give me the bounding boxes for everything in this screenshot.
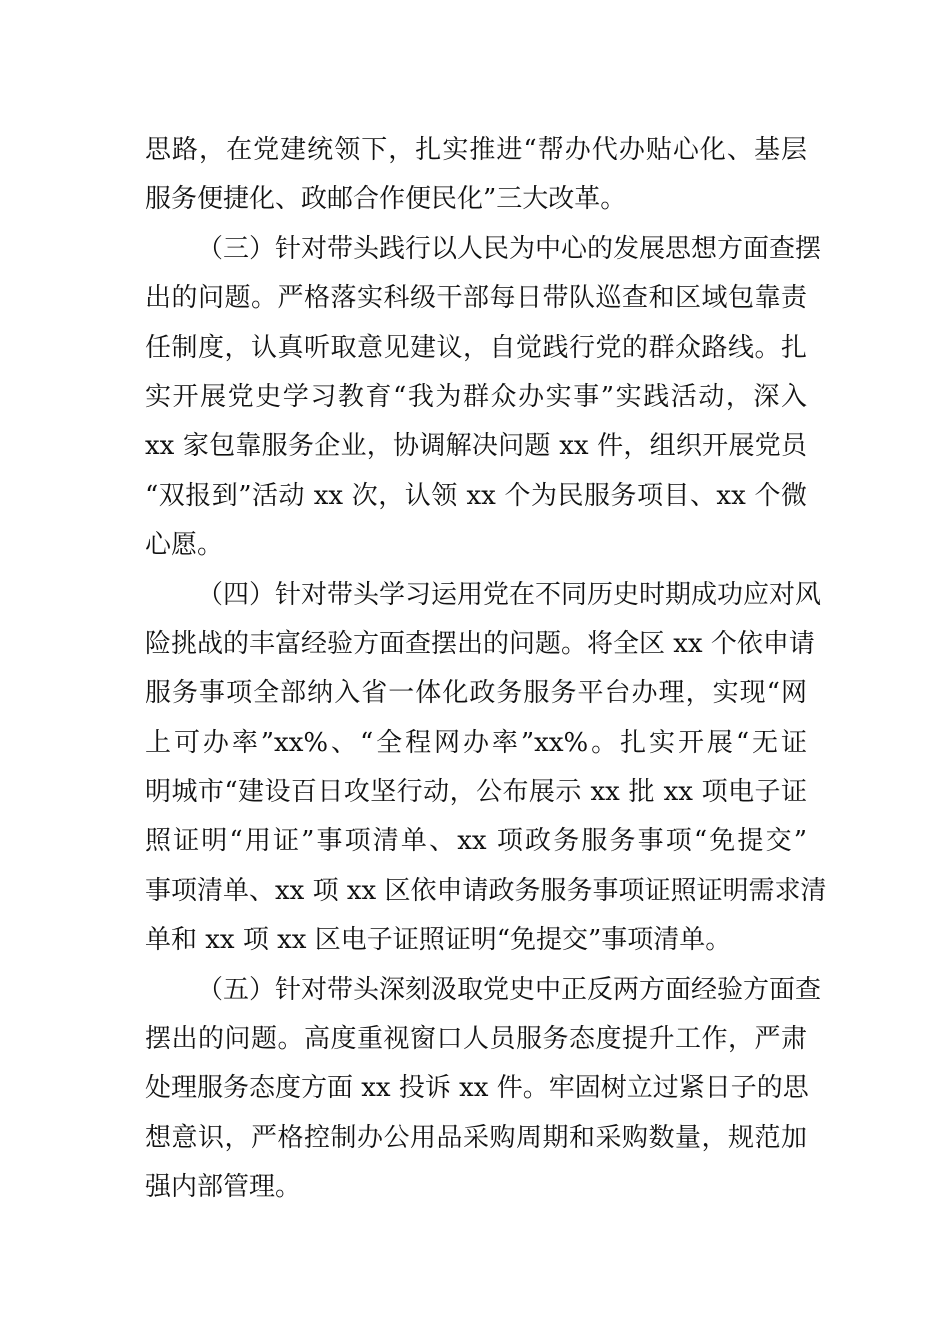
- paragraph-section-5: [145, 966, 822, 1213]
- text-line: 照证明“用证”事项清单、xx 项政务服务事项“免提交”: [145, 826, 807, 857]
- text-line: （四）针对带头学习运用党在不同历史时期成功应对风: [197, 579, 822, 610]
- text-line: xx 家包靠服务企业，协调解决问题 xx 件，组织开展党员: [145, 431, 807, 462]
- text-line: 上可办率”xx%、“全程网办率”xx%。扎实开展“无证: [145, 727, 807, 758]
- text-line: 出的问题。严格落实科级干部每日带队巡查和区域包靠责: [145, 283, 807, 314]
- text-line: （五）针对带头深刻汲取党史中正反两方面经验方面查: [197, 974, 822, 1005]
- paragraph-section-3: [145, 225, 822, 571]
- text-line: 实开展党史学习教育“我为群众办实事”实践活动，深入: [145, 381, 807, 412]
- text-line: 思路，在党建统领下，扎实推进“帮办代办贴心化、基层: [145, 135, 807, 165]
- text-line: 明城市“建设百日攻坚行动，公布展示 xx 批 xx 项电子证: [145, 777, 807, 808]
- text-line: 险挑战的丰富经验方面查摆出的问题。将全区 xx 个依申请: [145, 628, 815, 659]
- text-line: 事项清单、xx 项 xx 区依申请政务服务事项证照证明需求清: [145, 875, 827, 906]
- document-body: [145, 126, 827, 1213]
- text-line: 强内部管理。: [145, 1172, 302, 1203]
- text-line: “双报到”活动 xx 次，认领 xx 个为民服务项目、xx 个微: [145, 480, 807, 511]
- paragraph-continuation: [145, 126, 807, 225]
- paragraph-section-4: [145, 571, 827, 966]
- text-line: 想意识，严格控制办公用品采购周期和采购数量，规范加: [145, 1122, 807, 1153]
- text-line: 心愿。: [145, 530, 224, 561]
- text-line: 处理服务态度方面 xx 投诉 xx 件。牢固树立过紧日子的思: [145, 1073, 809, 1104]
- text-line: 服务事项全部纳入省一体化政务服务平台办理，实现“网: [145, 678, 807, 709]
- text-line: 单和 xx 项 xx 区电子证照证明“免提交”事项清单。: [145, 925, 732, 956]
- text-line: 摆出的问题。高度重视窗口人员服务态度提升工作，严肃: [145, 1024, 807, 1055]
- text-line: （三）针对带头践行以人民为中心的发展思想方面查摆: [197, 233, 822, 264]
- text-line: 服务便捷化、政邮合作便民化”三大改革。: [145, 184, 627, 215]
- text-line: 任制度，认真听取意见建议，自觉践行党的群众路线。扎: [145, 332, 807, 363]
